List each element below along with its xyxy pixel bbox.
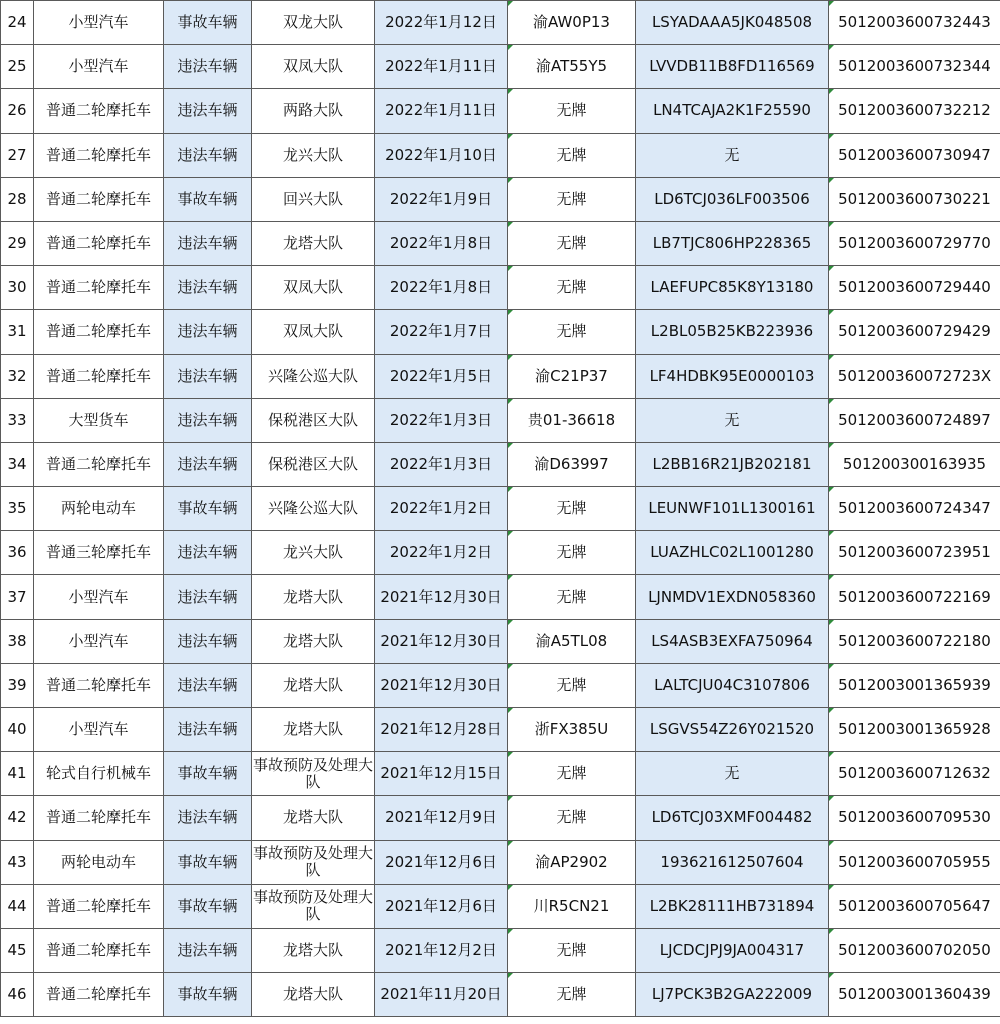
vehicle-type-cell: 普通二轮摩托车	[34, 973, 164, 1017]
date-cell: 2022年1月2日	[375, 531, 508, 575]
date-cell: 2022年1月11日	[375, 45, 508, 89]
vin-cell: LJ7PCK3B2GA222009	[636, 973, 829, 1017]
handling-unit-cell: 兴隆公巡大队	[252, 487, 375, 531]
handling-unit-cell: 双凤大队	[252, 266, 375, 310]
vehicle-type-cell: 普通二轮摩托车	[34, 796, 164, 840]
handling-unit-cell: 双龙大队	[252, 1, 375, 45]
vehicle-type-cell: 普通二轮摩托车	[34, 354, 164, 398]
record-code-cell: 5012003600705647	[829, 884, 1000, 928]
plate-number-cell: 无牌	[508, 177, 636, 221]
row-number-cell: 44	[1, 884, 34, 928]
vehicle-category-cell: 事故车辆	[164, 840, 252, 884]
handling-unit-cell: 龙兴大队	[252, 531, 375, 575]
vehicle-type-cell: 小型汽车	[34, 708, 164, 752]
vin-cell: LF4HDBK95E0000103	[636, 354, 829, 398]
vin-cell: LALTCJU04C3107806	[636, 663, 829, 707]
plate-number-cell: 渝A5TL08	[508, 619, 636, 663]
handling-unit-cell: 龙塔大队	[252, 973, 375, 1017]
date-cell: 2021年12月30日	[375, 663, 508, 707]
plate-number-cell: 无牌	[508, 487, 636, 531]
handling-unit-cell: 龙塔大队	[252, 575, 375, 619]
row-number-cell: 24	[1, 1, 34, 45]
row-number-cell: 36	[1, 531, 34, 575]
vin-cell: LEUNWF101L1300161	[636, 487, 829, 531]
vehicle-category-cell: 违法车辆	[164, 663, 252, 707]
vin-cell: LD6TCJ03XMF004482	[636, 796, 829, 840]
row-number-cell: 29	[1, 221, 34, 265]
date-cell: 2022年1月5日	[375, 354, 508, 398]
vehicle-type-cell: 小型汽车	[34, 575, 164, 619]
table-row	[1, 221, 1000, 265]
date-cell: 2021年12月2日	[375, 928, 508, 972]
handling-unit-cell: 双凤大队	[252, 310, 375, 354]
row-number-cell: 35	[1, 487, 34, 531]
vehicle-type-cell: 普通二轮摩托车	[34, 266, 164, 310]
vin-cell: LUAZHLC02L1001280	[636, 531, 829, 575]
record-code-cell: 5012003600722169	[829, 575, 1000, 619]
table-row	[1, 708, 1000, 752]
record-code-cell: 5012003600722180	[829, 619, 1000, 663]
plate-number-cell: 无牌	[508, 928, 636, 972]
row-number-cell: 33	[1, 398, 34, 442]
table-row	[1, 177, 1000, 221]
vehicle-category-cell: 事故车辆	[164, 487, 252, 531]
table-row	[1, 133, 1000, 177]
table-row	[1, 752, 1000, 796]
plate-number-cell: 无牌	[508, 310, 636, 354]
vin-cell: L2BK28111HB731894	[636, 884, 829, 928]
record-code-cell: 5012003600705955	[829, 840, 1000, 884]
vin-cell: LD6TCJ036LF003506	[636, 177, 829, 221]
date-cell: 2022年1月7日	[375, 310, 508, 354]
row-number-cell: 31	[1, 310, 34, 354]
row-number-cell: 45	[1, 928, 34, 972]
record-code-cell: 5012003600732443	[829, 1, 1000, 45]
record-code-cell: 5012003600709530	[829, 796, 1000, 840]
vehicle-type-cell: 大型货车	[34, 398, 164, 442]
vin-cell: 193621612507604	[636, 840, 829, 884]
handling-unit-cell: 事故预防及处理大队	[252, 884, 375, 928]
record-code-cell: 5012003600730947	[829, 133, 1000, 177]
table-row	[1, 796, 1000, 840]
table-row	[1, 531, 1000, 575]
vin-cell: LN4TCAJA2K1F25590	[636, 89, 829, 133]
record-code-cell: 5012003600732344	[829, 45, 1000, 89]
date-cell: 2021年11月20日	[375, 973, 508, 1017]
handling-unit-cell: 两路大队	[252, 89, 375, 133]
date-cell: 2022年1月2日	[375, 487, 508, 531]
vehicle-category-cell: 事故车辆	[164, 884, 252, 928]
vehicle-category-cell: 事故车辆	[164, 752, 252, 796]
vehicle-type-cell: 两轮电动车	[34, 840, 164, 884]
handling-unit-cell: 回兴大队	[252, 177, 375, 221]
vin-cell: LB7TJC806HP228365	[636, 221, 829, 265]
vin-cell: LVVDB11B8FD116569	[636, 45, 829, 89]
vehicle-category-cell: 违法车辆	[164, 531, 252, 575]
record-code-cell: 5012003600723951	[829, 531, 1000, 575]
row-number-cell: 46	[1, 973, 34, 1017]
record-code-cell: 5012003600724897	[829, 398, 1000, 442]
handling-unit-cell: 龙兴大队	[252, 133, 375, 177]
record-code-cell: 5012003600724347	[829, 487, 1000, 531]
vin-cell: 无	[636, 133, 829, 177]
date-cell: 2022年1月8日	[375, 266, 508, 310]
date-cell: 2021年12月9日	[375, 796, 508, 840]
handling-unit-cell: 保税港区大队	[252, 442, 375, 486]
handling-unit-cell: 龙塔大队	[252, 221, 375, 265]
handling-unit-cell: 龙塔大队	[252, 708, 375, 752]
plate-number-cell: 渝C21P37	[508, 354, 636, 398]
plate-number-cell: 无牌	[508, 663, 636, 707]
plate-number-cell: 无牌	[508, 221, 636, 265]
vehicle-category-cell: 事故车辆	[164, 177, 252, 221]
vehicle-type-cell: 普通二轮摩托车	[34, 663, 164, 707]
date-cell: 2022年1月3日	[375, 398, 508, 442]
record-code-cell: 5012003001360439	[829, 973, 1000, 1017]
handling-unit-cell: 龙塔大队	[252, 796, 375, 840]
record-code-cell: 5012003001365939	[829, 663, 1000, 707]
vehicle-type-cell: 轮式自行机械车	[34, 752, 164, 796]
plate-number-cell: 无牌	[508, 266, 636, 310]
table-row	[1, 398, 1000, 442]
plate-number-cell: 无牌	[508, 531, 636, 575]
vin-cell: LSYADAAA5JK048508	[636, 1, 829, 45]
vin-cell: LAEFUPC85K8Y13180	[636, 266, 829, 310]
date-cell: 2022年1月12日	[375, 1, 508, 45]
date-cell: 2021年12月6日	[375, 884, 508, 928]
row-number-cell: 25	[1, 45, 34, 89]
table-row	[1, 663, 1000, 707]
plate-number-cell: 无牌	[508, 973, 636, 1017]
table-row	[1, 973, 1000, 1017]
plate-number-cell: 无牌	[508, 89, 636, 133]
plate-number-cell: 浙FX385U	[508, 708, 636, 752]
table-row	[1, 45, 1000, 89]
table-row	[1, 487, 1000, 531]
table-body	[1, 1, 1000, 1017]
plate-number-cell: 渝AP2902	[508, 840, 636, 884]
vehicle-type-cell: 普通二轮摩托车	[34, 221, 164, 265]
vehicle-category-cell: 违法车辆	[164, 708, 252, 752]
handling-unit-cell: 兴隆公巡大队	[252, 354, 375, 398]
handling-unit-cell: 保税港区大队	[252, 398, 375, 442]
plate-number-cell: 川R5CN21	[508, 884, 636, 928]
date-cell: 2022年1月9日	[375, 177, 508, 221]
handling-unit-cell: 事故预防及处理大队	[252, 752, 375, 796]
vehicle-category-cell: 违法车辆	[164, 619, 252, 663]
plate-number-cell: 渝D63997	[508, 442, 636, 486]
row-number-cell: 43	[1, 840, 34, 884]
vin-cell: 无	[636, 398, 829, 442]
handling-unit-cell: 事故预防及处理大队	[252, 840, 375, 884]
row-number-cell: 27	[1, 133, 34, 177]
handling-unit-cell: 龙塔大队	[252, 619, 375, 663]
vehicle-type-cell: 普通二轮摩托车	[34, 89, 164, 133]
row-number-cell: 39	[1, 663, 34, 707]
vehicle-type-cell: 普通二轮摩托车	[34, 884, 164, 928]
row-number-cell: 40	[1, 708, 34, 752]
table-row	[1, 1, 1000, 45]
vehicle-category-cell: 违法车辆	[164, 221, 252, 265]
plate-number-cell: 无牌	[508, 133, 636, 177]
row-number-cell: 42	[1, 796, 34, 840]
row-number-cell: 28	[1, 177, 34, 221]
vehicle-type-cell: 普通二轮摩托车	[34, 177, 164, 221]
vehicle-category-cell: 违法车辆	[164, 133, 252, 177]
handling-unit-cell: 龙塔大队	[252, 663, 375, 707]
vehicle-category-cell: 违法车辆	[164, 442, 252, 486]
table-row	[1, 619, 1000, 663]
vehicle-category-cell: 违法车辆	[164, 89, 252, 133]
vehicle-category-cell: 违法车辆	[164, 310, 252, 354]
record-code-cell: 5012003600732212	[829, 89, 1000, 133]
row-number-cell: 30	[1, 266, 34, 310]
table-row	[1, 928, 1000, 972]
vehicle-category-cell: 违法车辆	[164, 266, 252, 310]
table-row	[1, 354, 1000, 398]
handling-unit-cell: 龙塔大队	[252, 928, 375, 972]
record-code-cell: 501200300163935	[829, 442, 1000, 486]
vehicle-category-cell: 违法车辆	[164, 45, 252, 89]
table-row	[1, 89, 1000, 133]
vehicle-category-cell: 事故车辆	[164, 973, 252, 1017]
table-row	[1, 266, 1000, 310]
vin-cell: LS4ASB3EXFA750964	[636, 619, 829, 663]
date-cell: 2022年1月3日	[375, 442, 508, 486]
vehicle-type-cell: 普通二轮摩托车	[34, 310, 164, 354]
record-code-cell: 501200360072723X	[829, 354, 1000, 398]
date-cell: 2021年12月6日	[375, 840, 508, 884]
vehicle-category-cell: 违法车辆	[164, 354, 252, 398]
row-number-cell: 34	[1, 442, 34, 486]
record-code-cell: 5012003001365928	[829, 708, 1000, 752]
vehicle-type-cell: 小型汽车	[34, 619, 164, 663]
plate-number-cell: 渝AT55Y5	[508, 45, 636, 89]
vehicle-category-cell: 违法车辆	[164, 796, 252, 840]
record-code-cell: 5012003600730221	[829, 177, 1000, 221]
plate-number-cell: 无牌	[508, 575, 636, 619]
record-code-cell: 5012003600712632	[829, 752, 1000, 796]
table-row	[1, 884, 1000, 928]
vehicle-category-cell: 违法车辆	[164, 398, 252, 442]
plate-number-cell: 无牌	[508, 796, 636, 840]
date-cell: 2022年1月8日	[375, 221, 508, 265]
plate-number-cell: 贵01-36618	[508, 398, 636, 442]
vin-cell: LJCDCJPJ9JA004317	[636, 928, 829, 972]
date-cell: 2021年12月15日	[375, 752, 508, 796]
vin-cell: 无	[636, 752, 829, 796]
row-number-cell: 37	[1, 575, 34, 619]
plate-number-cell: 渝AW0P13	[508, 1, 636, 45]
row-number-cell: 38	[1, 619, 34, 663]
vin-cell: L2BB16R21JB202181	[636, 442, 829, 486]
row-number-cell: 32	[1, 354, 34, 398]
row-number-cell: 41	[1, 752, 34, 796]
vehicle-type-cell: 普通二轮摩托车	[34, 928, 164, 972]
table-row	[1, 575, 1000, 619]
date-cell: 2021年12月28日	[375, 708, 508, 752]
date-cell: 2022年1月10日	[375, 133, 508, 177]
vehicle-type-cell: 普通二轮摩托车	[34, 442, 164, 486]
vehicle-category-cell: 事故车辆	[164, 1, 252, 45]
handling-unit-cell: 双凤大队	[252, 45, 375, 89]
vehicle-type-cell: 普通二轮摩托车	[34, 133, 164, 177]
plate-number-cell: 无牌	[508, 752, 636, 796]
date-cell: 2021年12月30日	[375, 575, 508, 619]
vin-cell: LSGVS54Z26Y021520	[636, 708, 829, 752]
vehicle-category-cell: 违法车辆	[164, 575, 252, 619]
vehicle-type-cell: 普通三轮摩托车	[34, 531, 164, 575]
record-code-cell: 5012003600729440	[829, 266, 1000, 310]
row-number-cell: 26	[1, 89, 34, 133]
vin-cell: L2BL05B25KB223936	[636, 310, 829, 354]
table-row	[1, 442, 1000, 486]
table-row	[1, 310, 1000, 354]
vehicle-type-cell: 小型汽车	[34, 1, 164, 45]
vehicle-type-cell: 小型汽车	[34, 45, 164, 89]
table-row	[1, 840, 1000, 884]
record-code-cell: 5012003600729429	[829, 310, 1000, 354]
date-cell: 2022年1月11日	[375, 89, 508, 133]
vin-cell: LJNMDV1EXDN058360	[636, 575, 829, 619]
vehicle-type-cell: 两轮电动车	[34, 487, 164, 531]
record-code-cell: 5012003600729770	[829, 221, 1000, 265]
record-code-cell: 5012003600702050	[829, 928, 1000, 972]
date-cell: 2021年12月30日	[375, 619, 508, 663]
vehicle-category-cell: 违法车辆	[164, 928, 252, 972]
